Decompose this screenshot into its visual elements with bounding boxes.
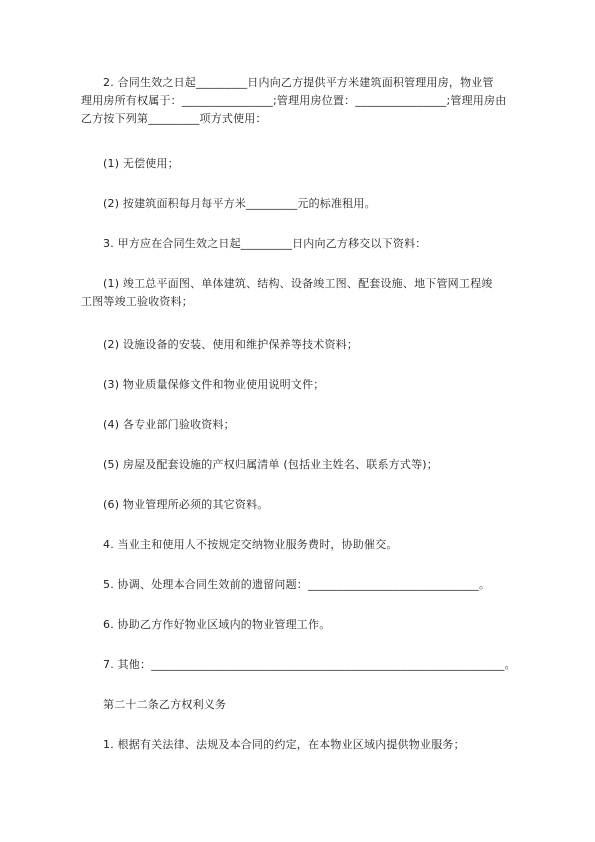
paragraph-2: (1) 无偿使用； xyxy=(103,157,179,170)
paragraph-8: (4) 各专业部门验收资料； xyxy=(103,418,235,431)
paragraph-3: (2) 按建筑面积每月每平方米_________元的标准租用。 xyxy=(103,197,376,210)
paragraph-5 xyxy=(81,275,503,311)
paragraph-13: 6. 协助乙方作好物业区域内的物业管理工作。 xyxy=(103,618,331,631)
paragraph-1 xyxy=(81,74,507,128)
paragraph-14: 7. 其他：______________________________________________________________。 xyxy=(103,658,516,671)
paragraph-5-line-1: (1) 竣工总平面图、单体建筑、结构、设备竣工图、配套设施、地下管网工程竣 xyxy=(103,277,493,290)
paragraph-1-line-1: 2. 合同生效之日起_________日内向乙方提供平方米建筑面积管理用房，物业管 xyxy=(103,76,494,89)
section-heading: 第二十二条乙方权利义务 xyxy=(103,698,227,711)
paragraph-12: 5. 协调、处理本合同生效前的遗留问题：______________________________。 xyxy=(103,578,491,591)
paragraph-15: 1. 根据有关法律、法规及本合同的约定，在本物业区域内提供物业服务； xyxy=(103,738,465,751)
paragraph-10: (6) 物业管理所必须的其它资料。 xyxy=(103,498,269,511)
paragraph-4: 3. 甲方应在合同生效之日起_________日内向乙方移交以下资料： xyxy=(103,237,427,250)
paragraph-9: (5) 房屋及配套设施的产权归属清单 (包括业主姓名、联系方式等)； xyxy=(103,458,438,471)
paragraph-5-line-2: 工图等竣工验收资料； xyxy=(81,295,193,308)
paragraph-6: (2) 设施设备的安装、使用和维护保养等技术资料； xyxy=(103,338,359,351)
paragraph-1-line-2: 理用房所有权属于：________________;管理用房位置：________________;管理用房由 xyxy=(81,94,507,107)
paragraph-7: (3) 物业质量保修文件和物业使用说明文件； xyxy=(103,378,325,391)
paragraph-1-line-3: 乙方按下列第_________项方式使用： xyxy=(81,112,267,125)
paragraph-11: 4. 当业主和使用人不按规定交纳物业服务费时，协助催交。 xyxy=(103,538,398,551)
